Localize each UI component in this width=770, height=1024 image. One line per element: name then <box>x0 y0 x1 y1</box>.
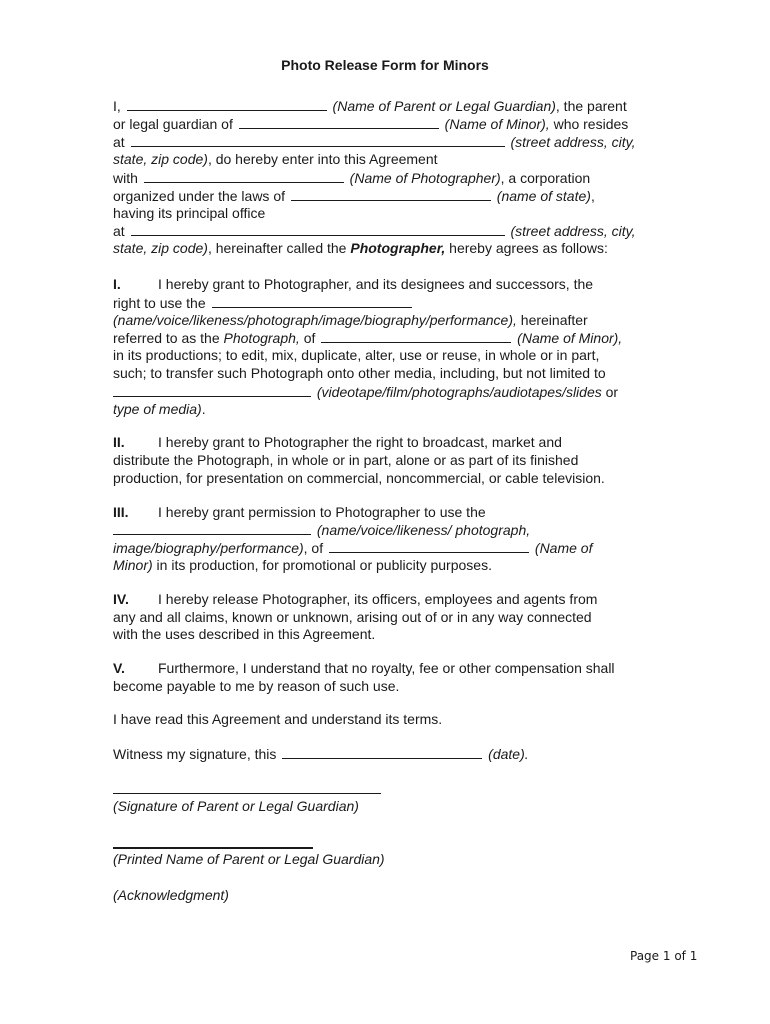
section-4-line-2: any and all claims, known or unknown, arising out of or in any way connected <box>113 609 592 625</box>
section-text: I hereby grant permission to Photographer to use the <box>158 504 486 520</box>
intro-text: , a corporation <box>500 170 591 186</box>
section-3-line-4 <box>113 556 492 574</box>
section-text: right to use the <box>113 295 210 311</box>
section-1-line-3 <box>113 311 588 329</box>
intro-hint: (Name of Minor), <box>440 116 550 132</box>
section-hint: (videotape/film/photographs/audiotapes/slides <box>313 384 602 400</box>
minor-name-blank-3[interactable] <box>329 538 529 553</box>
section-number: II. <box>113 434 125 450</box>
section-number: III. <box>113 504 129 520</box>
section-5-line-2: become payable to me by reason of such use. <box>113 678 400 694</box>
intro-text: hereby agrees as follows: <box>445 240 608 256</box>
section-1-line-5: in its productions; to edit, mix, duplicate, alter, use or reuse, in whole or in part, <box>113 347 600 363</box>
intro-hint: (Name of Photographer) <box>345 170 501 186</box>
intro-line-8 <box>113 221 635 240</box>
intro-line-2 <box>113 114 628 133</box>
section-text: hereinafter <box>516 312 588 328</box>
media-blank[interactable] <box>113 382 311 397</box>
intro-line-5 <box>113 168 590 187</box>
section-text: I hereby release Photographer, its officers, employees and agents from <box>158 591 598 607</box>
section-number: V. <box>113 660 125 676</box>
photographer-address-blank[interactable] <box>131 221 505 236</box>
section-1-line-2 <box>113 293 414 312</box>
section-text: or <box>601 384 619 400</box>
section-text: in its production, for promotional or publicity purposes. <box>152 557 492 573</box>
section-2-line-2: distribute the Photograph, in whole or in part, alone or as part of its finished <box>113 452 579 468</box>
intro-text: , hereinafter called the <box>207 240 351 256</box>
intro-text: organized under the laws of <box>113 188 289 204</box>
parent-signature-line[interactable] <box>113 793 381 794</box>
media-type-blank[interactable] <box>212 293 412 308</box>
section-text: I hereby grant to Photographer the right to broadcast, market and <box>158 434 562 450</box>
intro-text: , the parent <box>555 98 627 114</box>
parent-name-blank[interactable] <box>127 96 327 111</box>
section-hint: (Name of Minor), <box>513 330 623 346</box>
intro-line-9 <box>113 239 608 257</box>
section-hint: type of media) <box>113 401 202 417</box>
section-4-line-1 <box>113 590 597 608</box>
section-text: I hereby grant to Photographer, and its designees and successors, the <box>158 276 594 292</box>
section-hint: Photograph, <box>223 330 300 346</box>
section-text: , of <box>303 540 328 556</box>
section-3-line-1 <box>113 503 486 521</box>
witness-hint: (date). <box>484 746 529 762</box>
section-hint: Minor) <box>113 557 153 573</box>
state-blank[interactable] <box>291 186 491 201</box>
section-number: IV. <box>113 591 129 607</box>
read-statement: I have read this Agreement and understand its terms. <box>113 711 443 727</box>
page-title: Photo Release Form for Minors <box>281 57 489 73</box>
section-number: I. <box>113 276 121 292</box>
date-blank[interactable] <box>282 744 482 759</box>
section-3-line-2 <box>113 520 530 539</box>
section-hint: (name/voice/likeness/photograph/image/biography/performance), <box>113 312 517 328</box>
minor-name-blank[interactable] <box>239 114 439 129</box>
likeness-blank[interactable] <box>113 520 311 535</box>
section-hint: (name/voice/likeness/ photograph, <box>313 522 531 538</box>
photographer-term: Photographer, <box>350 240 446 256</box>
section-1-line-7 <box>113 382 618 401</box>
section-1-line-1 <box>113 275 593 293</box>
section-hint: image/biography/performance) <box>113 540 304 556</box>
witness-line <box>113 744 529 763</box>
intro-line-6 <box>113 186 595 205</box>
intro-hint: (name of state) <box>492 188 591 204</box>
section-text: referred to as the <box>113 330 224 346</box>
section-2-line-1 <box>113 433 562 451</box>
intro-line-7: having its principal office <box>113 205 266 221</box>
intro-line-4 <box>113 150 438 168</box>
intro-hint: state, zip code) <box>113 240 208 256</box>
signature-hint: (Signature of Parent or Legal Guardian) <box>113 798 359 814</box>
section-4-line-3: with the uses described in this Agreement. <box>113 626 376 642</box>
section-hint: (Name of <box>531 540 593 556</box>
section-text: of <box>299 330 320 346</box>
parent-signature-label <box>113 797 359 815</box>
acknowledgment-label <box>113 886 229 904</box>
witness-text: Witness my signature, this <box>113 746 281 762</box>
intro-line-3 <box>113 132 635 151</box>
intro-text: , <box>590 188 595 204</box>
minor-name-blank-2[interactable] <box>321 328 511 343</box>
printed-name-label <box>113 850 385 868</box>
intro-text: , do hereby enter into this Agreement <box>207 151 438 167</box>
acknowledgment-hint: (Acknowledgment) <box>113 887 229 903</box>
intro-hint: (Name of Parent or Legal Guardian) <box>328 98 556 114</box>
intro-text: with <box>113 170 142 186</box>
printed-name-hint: (Printed Name of Parent or Legal Guardian) <box>113 851 385 867</box>
section-text: . <box>201 401 206 417</box>
intro-text: at <box>113 134 129 150</box>
page-number: Page 1 of 1 <box>630 949 698 963</box>
intro-hint: (street address, city, <box>506 134 636 150</box>
intro-text: I, <box>113 98 125 114</box>
intro-text: who resides <box>549 116 629 132</box>
section-5-line-1 <box>113 659 615 677</box>
section-1-line-6: such; to transfer such Photograph onto other media, including, but not limited to <box>113 365 606 381</box>
section-text: Furthermore, I understand that no royalty, fee or other compensation shall <box>158 660 615 676</box>
intro-text: at <box>113 223 129 239</box>
printed-name-line[interactable] <box>113 847 313 849</box>
intro-text: or legal guardian of <box>113 116 237 132</box>
minor-address-blank[interactable] <box>131 132 505 147</box>
section-2-line-3: production, for presentation on commercial, noncommercial, or cable television. <box>113 470 605 486</box>
intro-hint: state, zip code) <box>113 151 208 167</box>
section-1-line-4 <box>113 328 622 347</box>
intro-line-1 <box>113 96 627 115</box>
intro-hint: (street address, city, <box>506 223 636 239</box>
section-1-line-8 <box>113 400 206 418</box>
section-3-line-3 <box>113 538 592 557</box>
photographer-name-blank[interactable] <box>144 168 344 183</box>
